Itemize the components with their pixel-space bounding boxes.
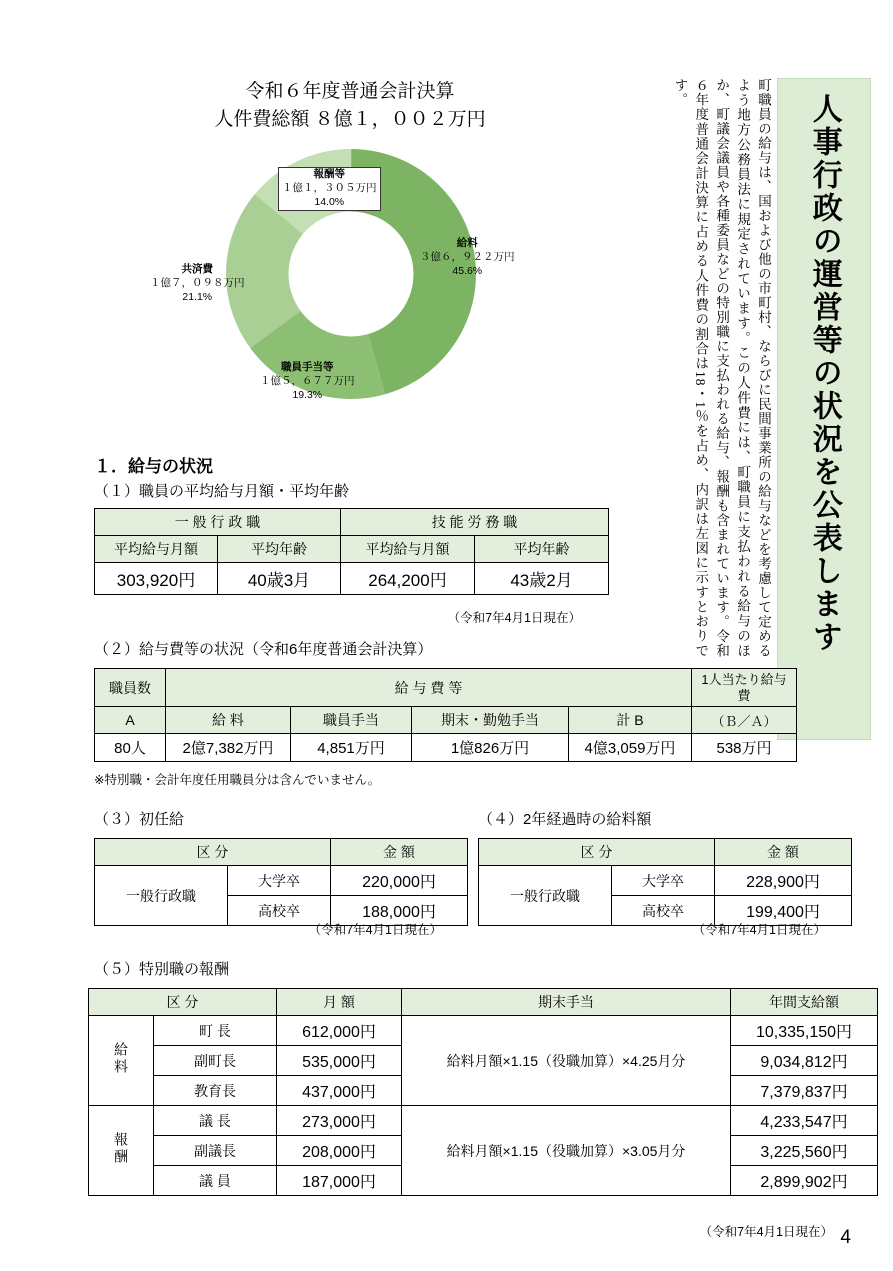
table-row: 303,920円 40歳3月 264,200円 43歳2月 bbox=[95, 563, 609, 595]
table-row: 議 員 187,000円 2,899,902円 bbox=[89, 1166, 878, 1196]
subsection-heading-1-3: （３）初任給 bbox=[94, 811, 185, 828]
table-average-salary bbox=[94, 508, 609, 595]
table-row: 副議長 208,000円 3,225,560円 bbox=[89, 1136, 878, 1166]
chart-label-hoshu: 報酬等 １億１，３０５万円 14.0% bbox=[278, 167, 381, 211]
page-title: 人事行政の運営等の状況を公表します bbox=[807, 93, 841, 654]
chart-title: 令和６年度普通会計決算 人件費総額 ８億１，００２万円 bbox=[214, 81, 486, 130]
table-row: 区 分 月 額 期末手当 年間支給額 bbox=[89, 989, 878, 1016]
group-label-hoshu: 報酬 bbox=[113, 1132, 129, 1166]
chart-label-kyuryo: 給料 ３億６，９２２万円 45.6% bbox=[420, 237, 515, 277]
table-row: 80人 2億7,382万円 4,851万円 1億826万円 4億3,059万円 538万円 bbox=[95, 734, 797, 762]
table-row: 一 般 行 政 職 技 能 労 務 職 bbox=[95, 509, 609, 536]
table-row: 高校卒 188,000円 bbox=[95, 896, 468, 926]
group-label-kyuryo: 給料 bbox=[113, 1042, 129, 1076]
table-row: 一般行政職 大学卒 228,900円 bbox=[479, 866, 852, 896]
donut-chart bbox=[130, 139, 570, 439]
table-row: 副町長 535,000円 9,034,812円 bbox=[89, 1046, 878, 1076]
subsection-heading-1-2: （２）給与費等の状況（令和6年度普通会計決算） bbox=[94, 641, 433, 658]
subsection-heading-1-1: （１）職員の平均給与月額・平均年齢 bbox=[94, 483, 350, 500]
table-row: 報酬 議 長 273,000円 給料月額×1.15（役職加算）×3.05月分 4,233,547円 bbox=[89, 1106, 878, 1136]
subsection-heading-1-5: （５）特別職の報酬 bbox=[94, 961, 230, 978]
section-heading-1: １．給与の状況 bbox=[94, 457, 213, 476]
pie-chart-block bbox=[130, 78, 570, 439]
table-salary-cost bbox=[94, 668, 797, 762]
table5-asof: （令和7年4月1日現在） bbox=[699, 1225, 833, 1239]
table-row: A 給 料 職員手当 期末・勤勉手当 計 B （Ｂ／Ａ） bbox=[95, 707, 797, 734]
table2-note: ※特別職・会計年度任用職員分は含んでいません。 bbox=[94, 773, 381, 787]
page-number: 4 bbox=[840, 1227, 851, 1248]
vertical-title-box bbox=[777, 78, 871, 740]
table-row: 平均給与月額 平均年齢 平均給与月額 平均年齢 bbox=[95, 536, 609, 563]
table-row: 一般行政職 大学卒 220,000円 bbox=[95, 866, 468, 896]
table-row: 教育長 437,000円 7,379,837円 bbox=[89, 1076, 878, 1106]
table3-asof: （令和7年4月1日現在） bbox=[308, 923, 442, 937]
table-row: 区 分 金 額 bbox=[479, 839, 852, 866]
table-row: 区 分 金 額 bbox=[95, 839, 468, 866]
table-row: 給料 町 長 612,000円 給料月額×1.15（役職加算）×4.25月分 10,335,150円 bbox=[89, 1016, 878, 1046]
chart-label-kyosaihi: 共済費 １億７，０９８万円 21.1% bbox=[150, 263, 245, 303]
chart-label-shokuin-teate: 職員手当等 １億５，６７７万円 19.3% bbox=[260, 361, 355, 401]
table-two-year-salary bbox=[478, 838, 852, 926]
table1-asof: （令和7年4月1日現在） bbox=[447, 611, 581, 625]
table-row: 高校卒 199,400円 bbox=[479, 896, 852, 926]
table-special-post-remuneration bbox=[88, 988, 878, 1196]
subsection-heading-1-4: （４）2年経過時の給料額 bbox=[478, 811, 652, 828]
table-starting-salary bbox=[94, 838, 468, 926]
table-row: 職員数 給 与 費 等 1人当たり給与費 bbox=[95, 669, 797, 707]
table4-asof: （令和7年4月1日現在） bbox=[692, 923, 826, 937]
intro-paragraph: 町職員の給与は、国および他の市町村、ならびに民間事業所の給与などを考慮して定めるよう地方公務員法に規定されています。この人件費には、町職員に支払われる給与のほか、町議会議員や各種委員などの特別職に支払われる給与、報酬も含まれています。令和６年度普通会計決算に占める人件費の割合は18・1％を占め、内訳は左図に示すとおりです。 bbox=[672, 78, 771, 658]
